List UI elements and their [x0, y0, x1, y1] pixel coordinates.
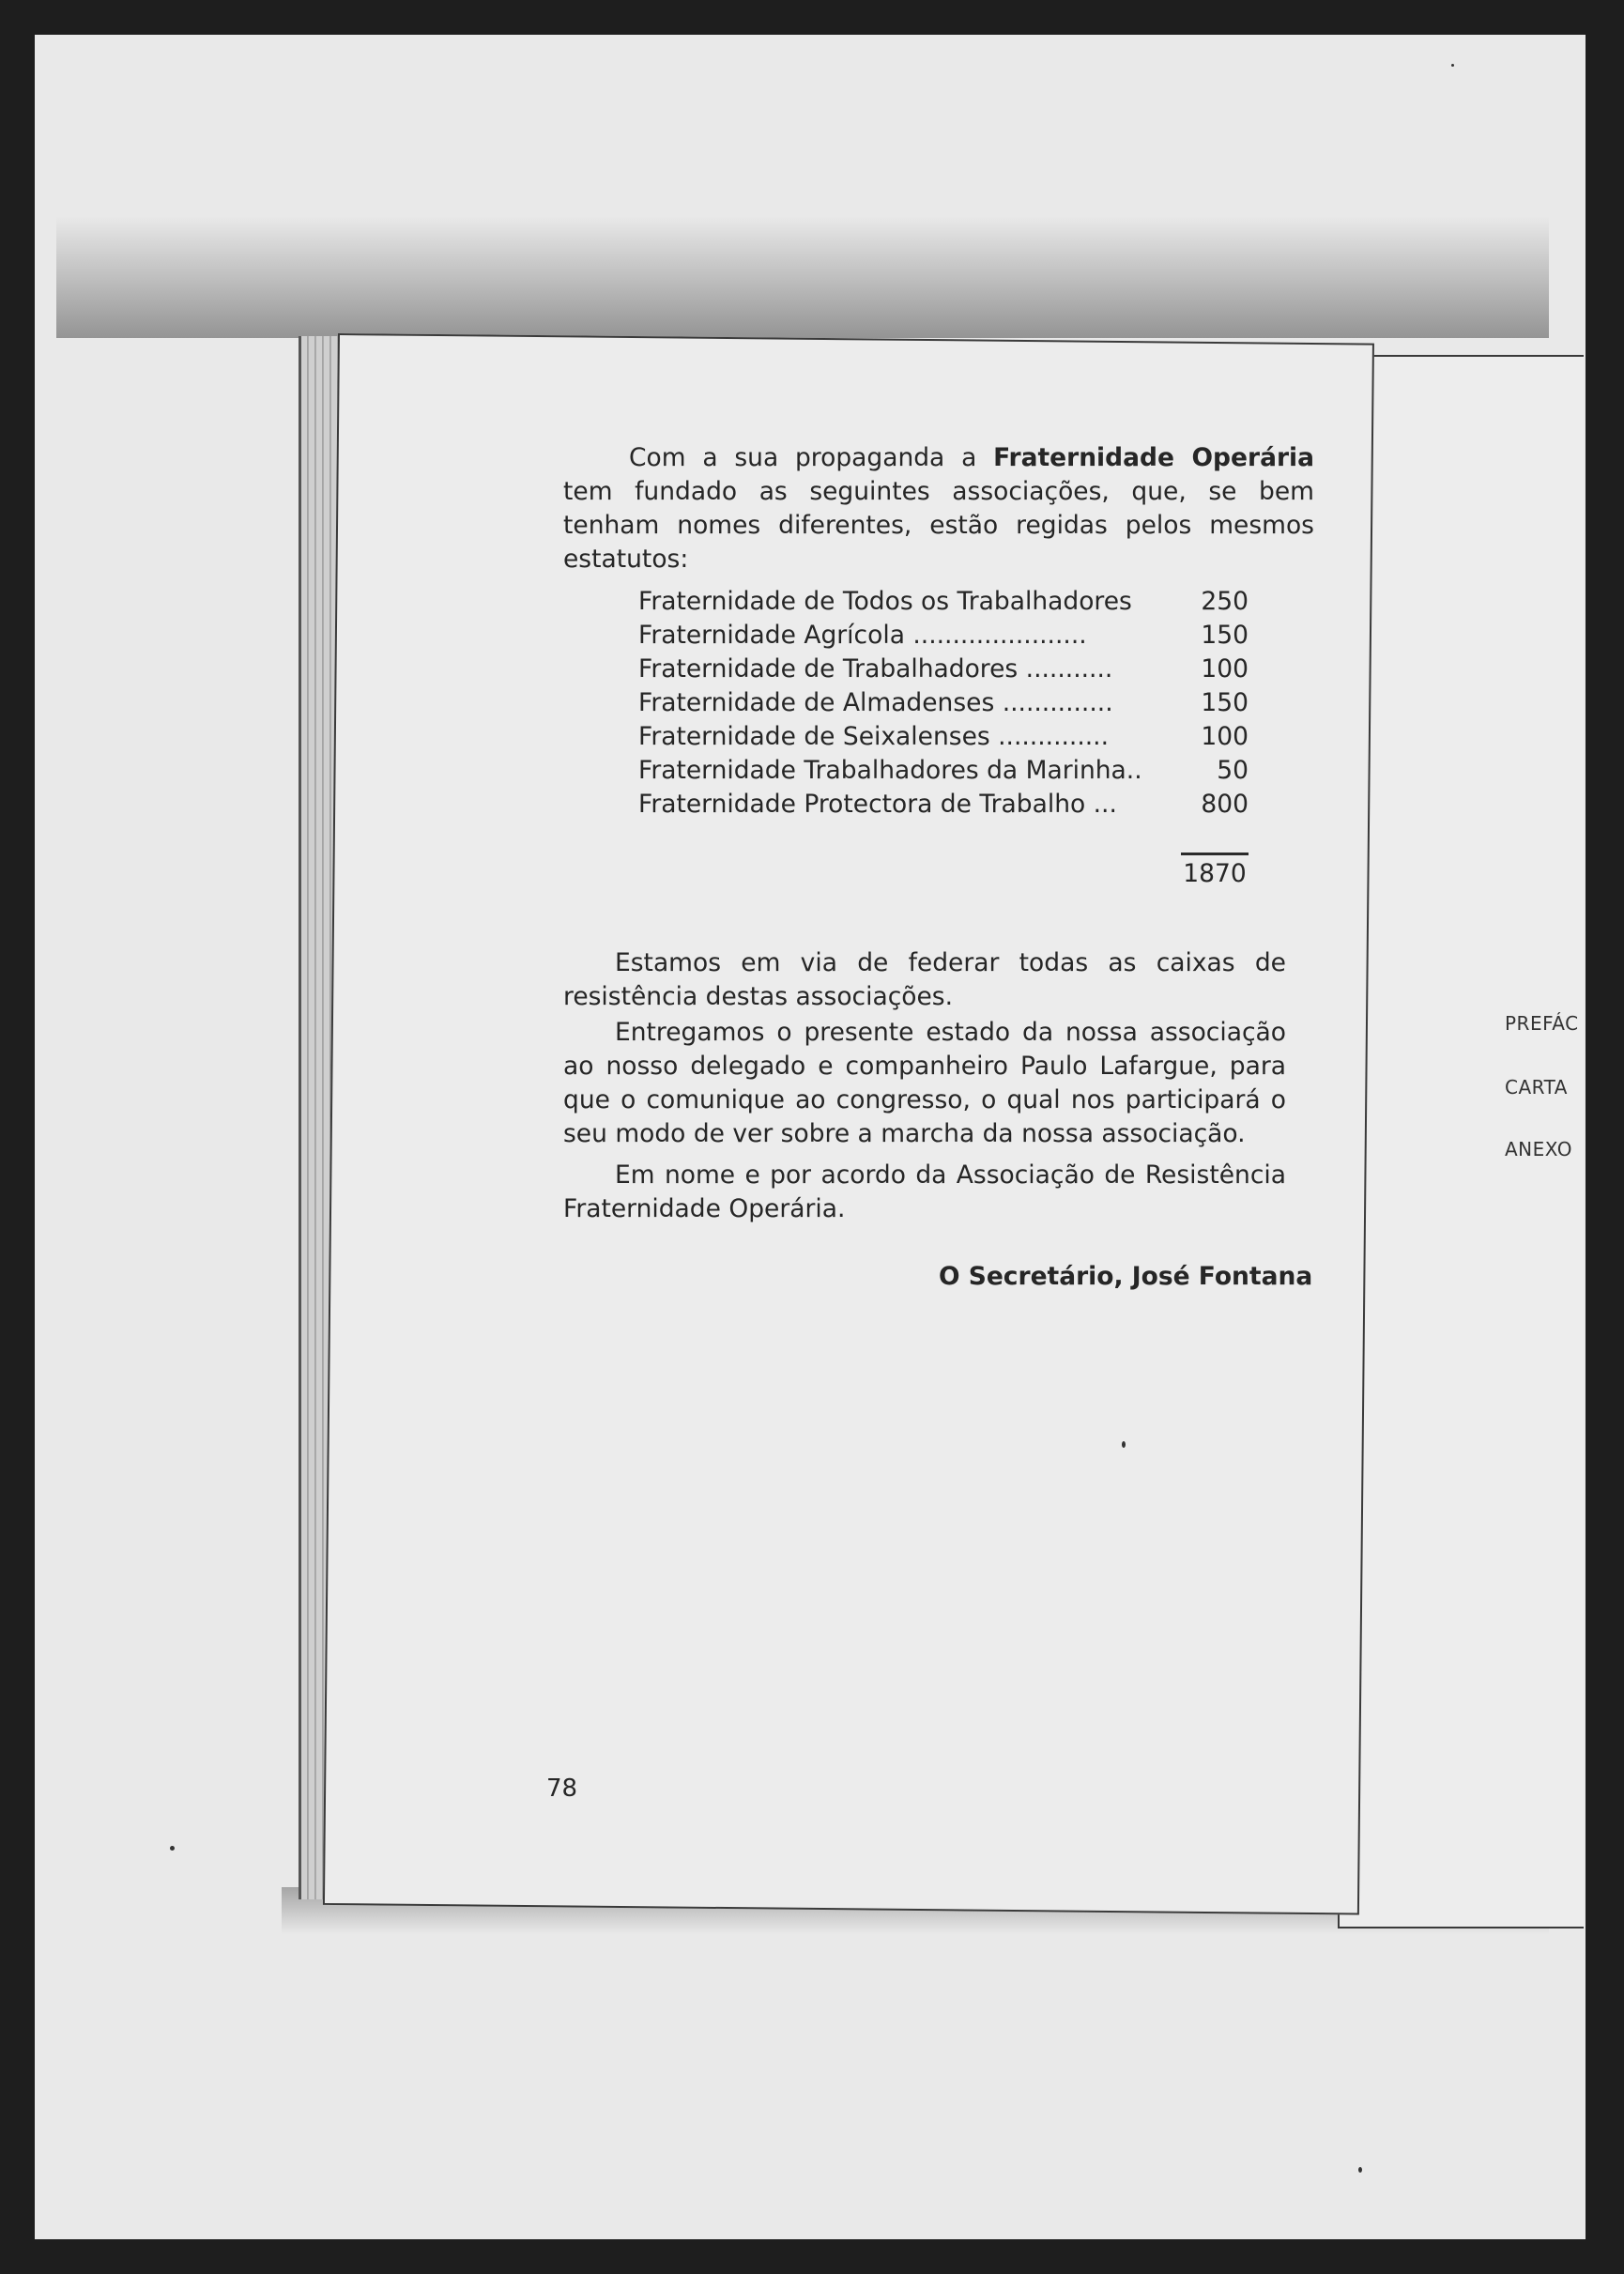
toc-entry-2: CARTA: [1505, 1076, 1568, 1099]
sum-rule: [1181, 853, 1249, 855]
association-count: 250: [1201, 587, 1249, 616]
association-row: [638, 688, 1249, 722]
association-name: Fraternidade Trabalhadores da Marinha..: [638, 756, 1142, 785]
association-count: 800: [1201, 790, 1249, 819]
association-row: [638, 587, 1249, 621]
association-row: [638, 790, 1249, 823]
intro-bold-name: Fraternidade Operária: [993, 443, 1314, 472]
scan-speck: [170, 1846, 175, 1851]
association-count: 150: [1201, 688, 1249, 717]
association-row: [638, 722, 1249, 756]
association-name: Fraternidade de Seixalenses ..............: [638, 722, 1110, 751]
paragraph-federation: Estamos em via de federar todas as caixas de resistência destas associações.: [563, 948, 1286, 1011]
signature: O Secretário, José Fontana: [939, 1262, 1313, 1291]
intro-before: Com a sua propaganda a: [629, 443, 977, 472]
scan-speck: [1122, 1441, 1126, 1448]
association-row: [638, 654, 1249, 688]
total-value: 1870: [1183, 859, 1247, 888]
association-row: [638, 756, 1249, 790]
association-count: 100: [1201, 722, 1249, 751]
association-name: Fraternidade de Trabalhadores ...........: [638, 654, 1113, 684]
scan-speck: [1451, 64, 1454, 67]
association-name: Fraternidade de Almadenses ..............: [638, 688, 1113, 717]
intro-paragraph: [563, 441, 1314, 576]
paragraph-delegate: Entregamos o presente estado da nossa associação ao nosso delegado e companheiro Paulo Lafargue, para que o comunique ao congresso, o qual nos participará o seu modo de ver sobre a marcha da nossa associação.: [563, 1018, 1286, 1148]
association-name: Fraternidade Agrícola ......................: [638, 621, 1087, 650]
association-count: 150: [1201, 621, 1249, 650]
toc-entry-1: PREFÁC: [1505, 1012, 1579, 1035]
toc-entry-3: ANEXO: [1505, 1138, 1572, 1160]
paragraph-signoff: Em nome e por acordo da Associação de Resistência Fraternidade Operária.: [563, 1160, 1286, 1223]
association-row: [638, 621, 1249, 654]
association-count: 100: [1201, 654, 1249, 684]
binding-shadow-top: [56, 216, 1549, 338]
association-name: Fraternidade Protectora de Trabalho ...: [638, 790, 1117, 819]
page-number: 78: [546, 1775, 578, 1803]
association-count: 50: [1217, 756, 1249, 785]
scan-speck: [1358, 2167, 1362, 2173]
intro-after: tem fundado as seguintes associações, que, se bem tenham nomes diferentes, estão regidas pelos mesmos estatutos:: [563, 477, 1314, 574]
association-name: Fraternidade de Todos os Trabalhadores: [638, 587, 1132, 616]
